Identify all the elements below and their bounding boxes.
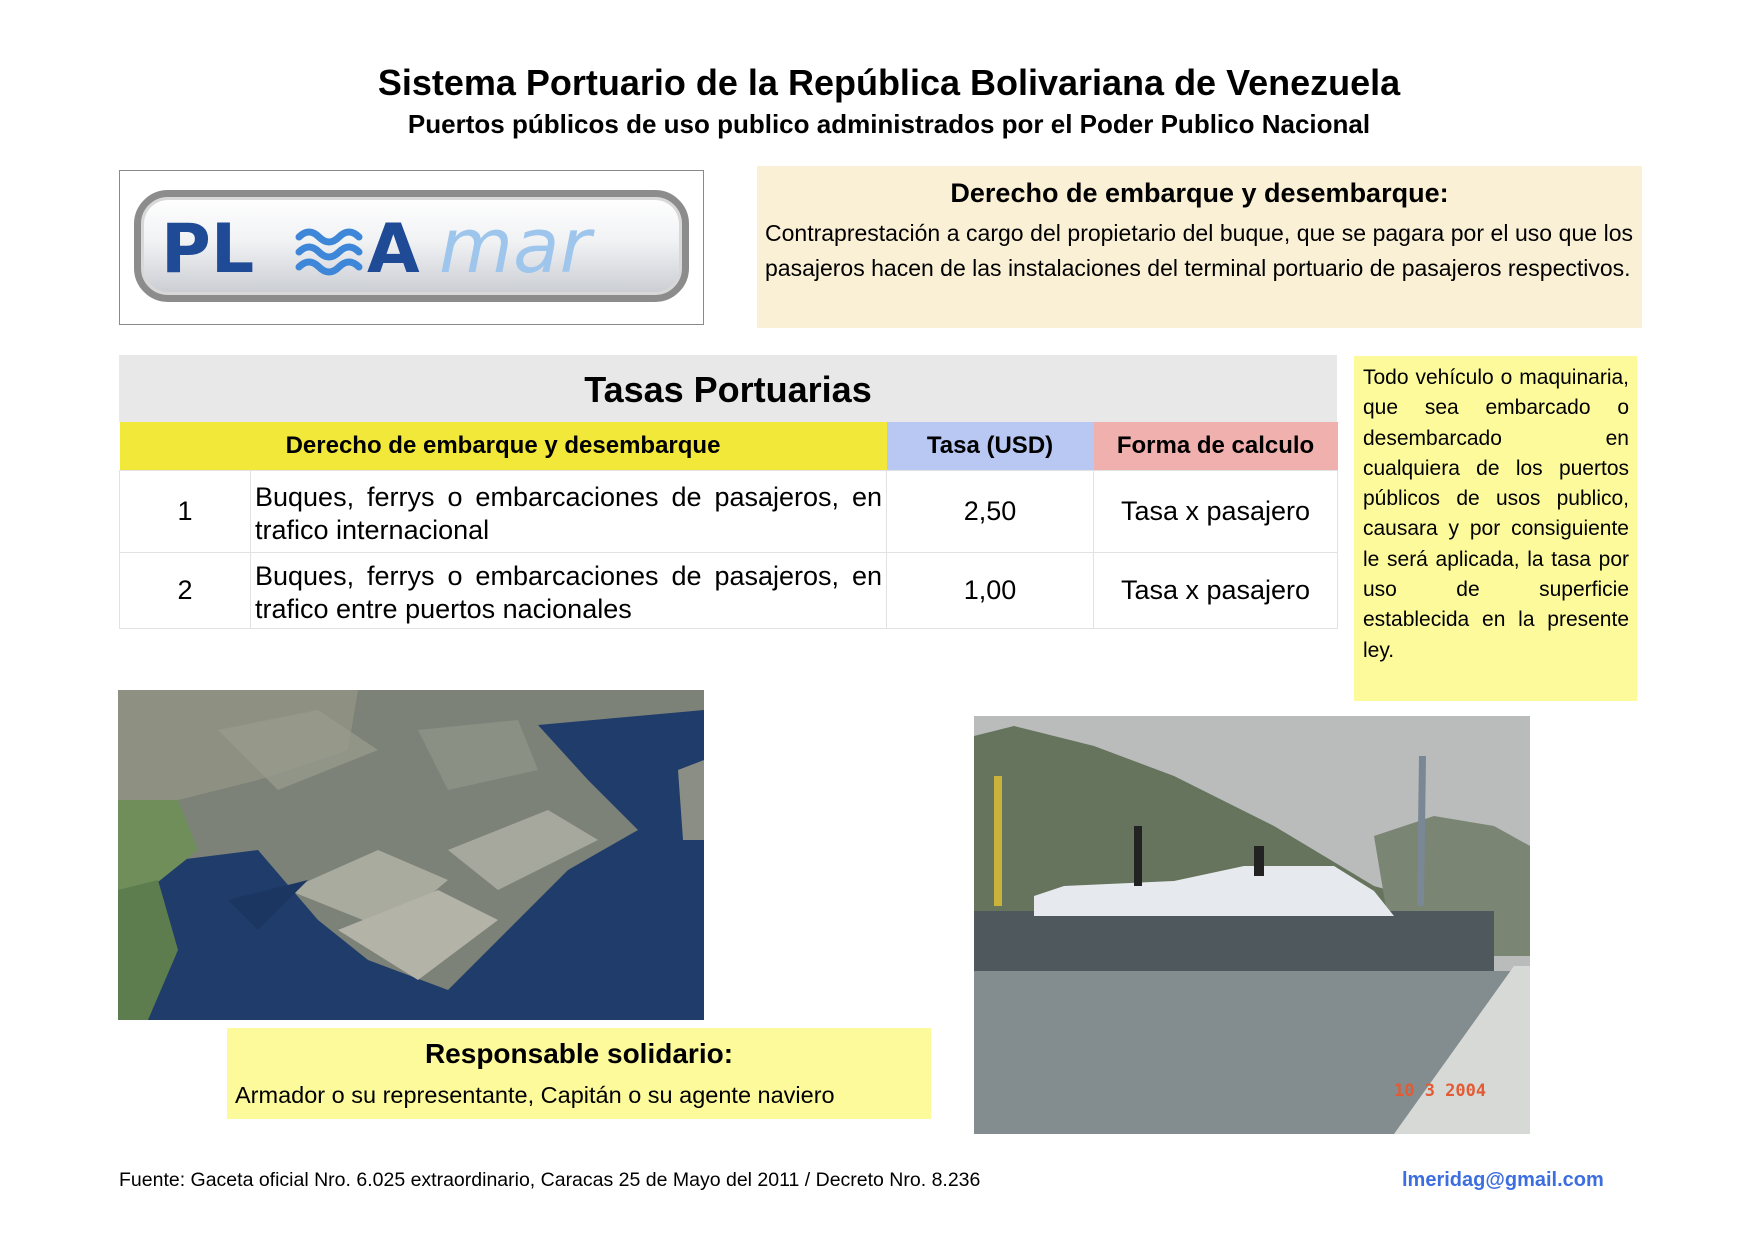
pleamar-logo (119, 170, 704, 325)
row-forma: Tasa x pasajero (1094, 553, 1338, 629)
vehicle-note-text: Todo vehículo o maquinaria, que sea embarcado o desembarcado en cualquiera de los puertos públicos de usos publico, causara y por consiguiente le será aplicada, la tasa por uso de superficie establecida en la presente ley. (1363, 366, 1629, 662)
port-aerial-photo (118, 690, 704, 1020)
row-forma: Tasa x pasajero (1094, 471, 1338, 553)
responsable-box (227, 1028, 931, 1119)
responsable-title: Responsable solidario: (424, 1038, 734, 1069)
row-number: 1 (120, 471, 251, 553)
row-description: Buques, ferrys o embarcaciones de pasajeros, en trafico internacional (251, 471, 887, 553)
logo-text-pl: PL (161, 210, 255, 289)
definition-text: Contraprestación a cargo del propietario del buque, que se pagara por el uso que los pasajeros hacen de las instalaciones del terminal portuario de pasajeros respectivos. (765, 220, 1633, 281)
vehicle-note-box (1354, 356, 1637, 701)
page-subtitle: Puertos públicos de uso publico administrados por el Poder Publico Nacional (407, 109, 1371, 139)
tasas-table-section (119, 355, 1337, 629)
page-title: Sistema Portuario de la República Bolivariana de Venezuela (377, 62, 1401, 103)
header-desc: Derecho de embarque y desembarque (120, 422, 887, 471)
header-forma: Forma de calculo (1094, 422, 1338, 471)
email-link[interactable]: lmeridag@gmail.com (1402, 1169, 1604, 1191)
ferry-photo (974, 716, 1530, 1134)
source-footnote: Fuente: Gaceta oficial Nro. 6.025 extraordinario, Caracas 25 de Mayo del 2011 / Decreto Nro. 8.236 (119, 1169, 981, 1191)
header-tasa: Tasa (USD) (887, 422, 1094, 471)
row-tasa: 1,00 (887, 553, 1094, 629)
date-stamp: 10 3 2004 (1394, 1081, 1487, 1101)
row-number: 2 (120, 553, 251, 629)
row-description: Buques, ferrys o embarcaciones de pasajeros, en trafico entre puertos nacionales (251, 553, 887, 629)
tasas-title: Tasas Portuarias (119, 355, 1337, 422)
responsable-text: Armador o su representante, Capitán o su agente naviero (235, 1082, 835, 1108)
logo-text-a: A (367, 210, 420, 289)
table-row (120, 553, 1338, 629)
logo-wordmark (141, 197, 682, 295)
tasas-table (119, 422, 1338, 629)
wave-icon (299, 232, 359, 272)
table-row (120, 471, 1338, 553)
logo-text-mar: mar (439, 201, 591, 290)
logo-pill (134, 190, 689, 302)
definition-title: Derecho de embarque y desembarque: (950, 178, 1449, 208)
definition-box (757, 166, 1642, 328)
row-tasa: 2,50 (887, 471, 1094, 553)
